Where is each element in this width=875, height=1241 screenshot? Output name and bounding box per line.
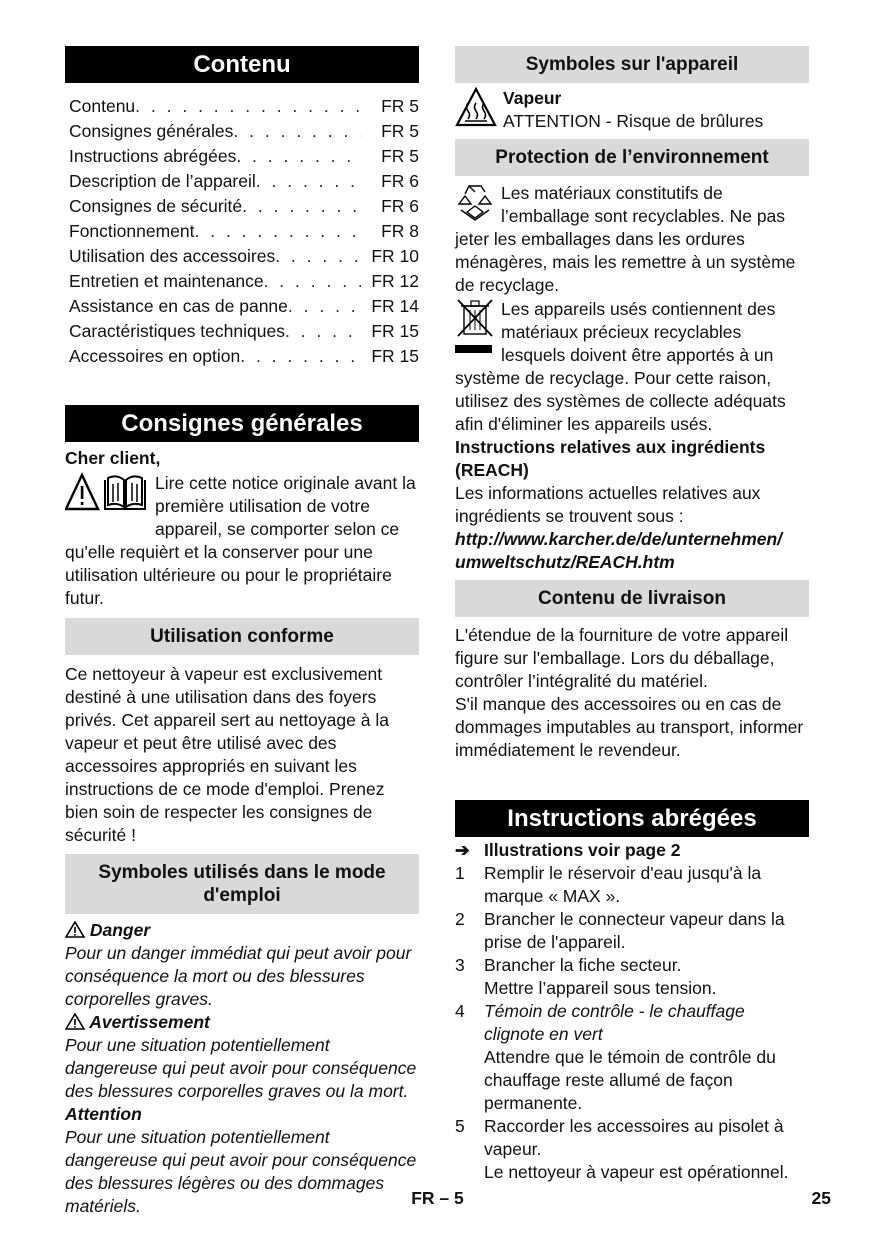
general-title: Consignes générales	[65, 405, 419, 442]
quick-step	[455, 1000, 809, 1115]
illustrations-text: Illustrations voir page 2	[484, 840, 681, 860]
environment-title: Protection de l’environnement	[455, 139, 809, 176]
step-body	[484, 1000, 809, 1115]
toc-item-page: FR 5	[381, 96, 419, 116]
general-intro	[65, 472, 419, 610]
step-text: Remplir le réservoir d'eau jusqu'à la marque « MAX ».	[484, 863, 762, 906]
toc-item[interactable]	[69, 169, 419, 194]
attention-label: Attention	[65, 1104, 142, 1124]
right-column	[455, 46, 809, 1184]
steam-text: ATTENTION - Risque de brûlures	[503, 111, 764, 131]
toc-item-page: FR 14	[371, 296, 419, 316]
toc-leader-dots	[264, 269, 361, 294]
step-number: 3	[455, 955, 465, 975]
step-number: 2	[455, 909, 465, 929]
toc-item[interactable]	[69, 294, 419, 319]
packaging-block	[455, 182, 809, 297]
footer-section-number: FR – 5	[411, 1188, 464, 1208]
toc-item-page: FR 5	[381, 146, 419, 166]
steam-label: Vapeur	[503, 88, 562, 108]
quick-step	[455, 908, 809, 954]
toc-item-label: Utilisation des accessoires	[69, 246, 276, 266]
toc-item[interactable]	[69, 94, 419, 119]
quick-title: Instructions abrégées	[455, 800, 809, 837]
usage-title: Utilisation conforme	[65, 618, 419, 655]
toc-item-page: FR 15	[371, 321, 419, 341]
warning-block	[65, 1011, 419, 1103]
toc-item-page: FR 15	[371, 346, 419, 366]
toc-item[interactable]	[69, 219, 419, 244]
step-number: 5	[455, 1116, 465, 1136]
reach-text: Les informations actuelles relatives aux ingrédients se trouvent sous :	[455, 483, 761, 526]
delivery-text-1: L'étendue de la fourniture de votre appareil figure sur l'emballage. Lors du déballage, contrôler l’intégralité du matériel.	[455, 625, 789, 691]
usage-text: Ce nettoyeur à vapeur est exclusivement destiné à une utilisation dans des foyers privés. Cet appareil sert au nettoyage à la vapeur et peut être utilisé avec des accessoires appropriés en suivant les instructions de ce mode d'emploi. Prenez bien soin de respecter les consignes de sécurité !	[65, 664, 389, 845]
step-text: Brancher la fiche secteur.	[484, 955, 682, 975]
quick-step	[455, 862, 809, 908]
device-symbols-title: Symboles sur l'appareil	[455, 46, 809, 83]
toc-leader-dots	[285, 319, 361, 344]
toc-item-page: FR 8	[381, 221, 419, 241]
toc-item-label: Instructions abrégées	[69, 146, 237, 166]
step-body	[484, 1115, 809, 1184]
toc-item-label: Assistance en cas de panne	[69, 296, 288, 316]
danger-block	[65, 919, 419, 1011]
quick-step	[455, 1115, 809, 1184]
toc-item[interactable]	[69, 244, 419, 269]
reach-title: Instructions relatives aux ingrédients (REACH)	[455, 437, 766, 480]
warning-manual-icon	[65, 472, 149, 521]
toc-item[interactable]	[69, 344, 419, 369]
toc-leader-dots	[236, 144, 361, 169]
crossed-bin-icon	[455, 298, 495, 365]
toc-leader-dots	[233, 119, 361, 144]
warning-triangle-icon	[65, 920, 85, 940]
reach-url-part-2[interactable]: umweltschutz/REACH.htm	[455, 552, 675, 572]
toc-item[interactable]	[69, 144, 419, 169]
arrow-right-icon: ➔	[455, 840, 470, 860]
toc-item-page: FR 5	[381, 121, 419, 141]
reach-url[interactable]	[455, 528, 809, 574]
general-intro-text: Lire cette notice originale avant la première utilisation de votre appareil, se comporter selon ce qu'elle requièrt et la conserver pour une utilisation ultérieure ou pour le propriétaire futur.	[65, 473, 416, 608]
footer-page-number: 25	[811, 1188, 831, 1208]
devices-block	[455, 298, 809, 436]
toc-item-label: Consignes de sécurité	[69, 196, 243, 216]
toc-item-label: Contenu	[69, 96, 136, 116]
toc-leader-dots	[288, 294, 361, 319]
toc-item[interactable]	[69, 319, 419, 344]
danger-text: Pour un danger immédiat qui peut avoir pour conséquence la mort ou des blessures corporelles graves.	[65, 943, 412, 1009]
step-body	[484, 908, 809, 954]
step-text: Brancher le connecteur vapeur dans la prise de l'appareil.	[484, 909, 785, 952]
toc-item-label: Entretien et maintenance	[69, 271, 264, 291]
salutation: Cher client,	[65, 448, 161, 468]
step-extra-text: Mettre l’appareil sous tension.	[484, 978, 717, 998]
toc-item[interactable]	[69, 194, 419, 219]
step-extra-text: Le nettoyeur à vapeur est opérationnel.	[484, 1162, 789, 1182]
toc-leader-dots	[256, 169, 361, 194]
toc-item[interactable]	[69, 119, 419, 144]
packaging-text: Les matériaux constitutifs de l’emballage sont recyclables. Ne pas jeter les emballages dans les ordures ménagères, mais les remettre à un système de recyclage.	[455, 183, 796, 295]
step-number: 1	[455, 863, 465, 883]
toc-item-page: FR 6	[381, 196, 419, 216]
danger-label: Danger	[89, 920, 151, 940]
toc-item[interactable]	[69, 269, 419, 294]
toc-item-label: Fonctionnement	[69, 221, 195, 241]
quick-step	[455, 954, 809, 1000]
delivery-text-2: S'il manque des accessoires ou en cas de dommages imputables au transport, informer immédiatement le revendeur.	[455, 694, 804, 760]
toc-title: Contenu	[65, 46, 419, 83]
warning-text: Pour une situation potentiellement dangereuse qui peut avoir pour conséquence des blessures corporelles graves ou la mort.	[65, 1035, 417, 1101]
table-of-contents	[65, 94, 419, 369]
quick-steps-list	[455, 862, 809, 1184]
reach-url-part-1[interactable]: http://www.karcher.de/de/unternehmen/	[455, 529, 783, 549]
illustrations-ref	[455, 839, 809, 862]
toc-leader-dots	[242, 194, 361, 219]
attention-text: Pour une situation potentiellement dangereuse qui peut avoir pour conséquence des blessures légères ou des dommages matériels.	[65, 1127, 417, 1216]
hot-steam-icon	[455, 87, 497, 132]
devices-text: Les appareils usés contiennent des matériaux précieux recyclables lesquels doivent être apportés à un système de recyclage. Pour cette raison, utilisez des systèmes de collecte adéquats afin d'éliminer les appareils usés.	[455, 299, 786, 434]
toc-item-page: FR 12	[371, 271, 419, 291]
toc-leader-dots	[195, 219, 362, 244]
toc-item-label: Consignes générales	[69, 121, 234, 141]
toc-leader-dots	[275, 244, 361, 269]
toc-leader-dots	[135, 94, 361, 119]
warning-triangle-icon	[65, 1012, 85, 1032]
step-body	[484, 954, 809, 1000]
toc-item-page: FR 6	[381, 171, 419, 191]
steam-block	[455, 87, 809, 133]
toc-leader-dots	[240, 344, 361, 369]
toc-item-label: Description de l’appareil	[69, 171, 256, 191]
step-extra-text: Attendre que le témoin de contrôle du chauffage reste allumé de façon permanente.	[484, 1047, 776, 1113]
step-body	[484, 862, 809, 908]
toc-item-page: FR 10	[371, 246, 419, 266]
left-column	[65, 46, 419, 1218]
step-indicator-text: Témoin de contrôle - le chauffage clignote en vert	[484, 1001, 745, 1044]
warning-label: Avertissement	[89, 1012, 210, 1032]
step-text: Raccorder les accessoires au pisolet à vapeur.	[484, 1116, 784, 1159]
toc-item-label: Accessoires en option	[69, 346, 241, 366]
symbols-title: Symboles utilisés dans le mode d'emploi	[65, 854, 419, 914]
recycle-icon	[455, 182, 495, 227]
step-number: 4	[455, 1001, 465, 1021]
toc-item-label: Caractéristiques techniques	[69, 321, 285, 341]
delivery-title: Contenu de livraison	[455, 580, 809, 617]
